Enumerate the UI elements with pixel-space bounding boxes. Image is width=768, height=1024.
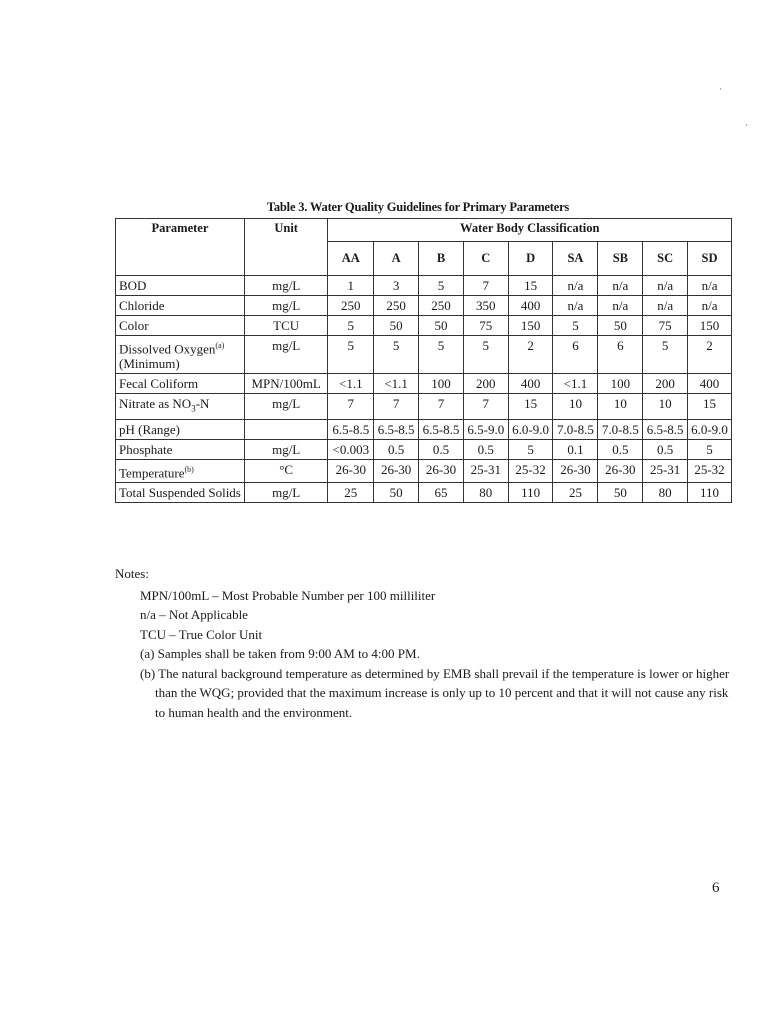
parameter-cell bbox=[116, 316, 245, 336]
value-cell: 25-31 bbox=[643, 459, 688, 482]
value-cell: 80 bbox=[463, 483, 508, 503]
table-row bbox=[116, 276, 732, 296]
parameter-name: Dissolved Oxygen bbox=[119, 341, 216, 357]
value-cell: 5 bbox=[419, 336, 464, 374]
value-cell: 25 bbox=[553, 483, 598, 503]
value-cell: 0.1 bbox=[553, 439, 598, 459]
table-row bbox=[116, 296, 732, 316]
value-cell: 26-30 bbox=[328, 459, 374, 482]
value-cell: 75 bbox=[643, 316, 688, 336]
value-cell: 15 bbox=[688, 394, 732, 420]
value-cell: 50 bbox=[374, 316, 419, 336]
value-cell: 6.5-8.5 bbox=[643, 419, 688, 439]
value-cell: 2 bbox=[688, 336, 732, 374]
parameter-cell bbox=[116, 296, 245, 316]
value-cell: 6.0-9.0 bbox=[688, 419, 732, 439]
value-cell: 10 bbox=[643, 394, 688, 420]
parameter-name: BOD bbox=[119, 278, 147, 293]
value-cell: 25-32 bbox=[508, 459, 553, 482]
parameter-footnote-marker: (a) bbox=[215, 341, 225, 350]
value-cell: 6.5-9.0 bbox=[463, 419, 508, 439]
value-cell: 6.5-8.5 bbox=[374, 419, 419, 439]
parameter-cell bbox=[116, 483, 245, 503]
value-cell: n/a bbox=[598, 296, 643, 316]
parameter-name: Nitrate as NO bbox=[119, 396, 192, 412]
parameter-suffix: -N bbox=[195, 396, 210, 412]
parameter-qualifier: (Minimum) bbox=[119, 356, 180, 372]
value-cell: 400 bbox=[688, 374, 732, 394]
value-cell: 100 bbox=[419, 374, 464, 394]
value-cell: 110 bbox=[508, 483, 553, 503]
value-cell: 5 bbox=[328, 316, 374, 336]
value-cell: 50 bbox=[419, 316, 464, 336]
value-cell: n/a bbox=[643, 276, 688, 296]
table-row bbox=[116, 394, 732, 420]
value-cell: 400 bbox=[508, 374, 553, 394]
scan-speck: · bbox=[745, 120, 748, 130]
value-cell: 1 bbox=[328, 276, 374, 296]
value-cell: 15 bbox=[508, 276, 553, 296]
unit-cell: °C bbox=[244, 459, 328, 482]
unit-cell: TCU bbox=[244, 316, 328, 336]
value-cell: 0.5 bbox=[643, 439, 688, 459]
unit-cell: mg/L bbox=[244, 394, 328, 420]
note-item: MPN/100mL – Most Probable Number per 100 milliliter bbox=[140, 587, 436, 603]
value-cell: 5 bbox=[688, 439, 732, 459]
note-item: (b) The natural background temperature as determined by EMB shall prevail if the temperature is lower or higher than the WQG; provided that the maximum increase is only up to 10 percent and that it will not cause any risk to human health and the environment. bbox=[140, 665, 730, 720]
table-row bbox=[116, 459, 732, 482]
table-row bbox=[116, 439, 732, 459]
header-class: SA bbox=[553, 242, 598, 276]
value-cell: 0.5 bbox=[598, 439, 643, 459]
unit-cell: mg/L bbox=[244, 336, 328, 374]
value-cell: n/a bbox=[598, 276, 643, 296]
header-parameter: Parameter bbox=[116, 219, 245, 276]
parameter-cell bbox=[116, 459, 245, 482]
value-cell: 7 bbox=[419, 394, 464, 420]
unit-cell: mg/L bbox=[244, 439, 328, 459]
value-cell: 110 bbox=[688, 483, 732, 503]
value-cell: 25 bbox=[328, 483, 374, 503]
value-cell: 25-32 bbox=[688, 459, 732, 482]
value-cell: 25-31 bbox=[463, 459, 508, 482]
value-cell: 50 bbox=[598, 483, 643, 503]
value-cell: <0.003 bbox=[328, 439, 374, 459]
value-cell: <1.1 bbox=[553, 374, 598, 394]
value-cell: 7 bbox=[328, 394, 374, 420]
table-row bbox=[116, 316, 732, 336]
table-row bbox=[116, 336, 732, 374]
value-cell: 65 bbox=[419, 483, 464, 503]
value-cell: 2 bbox=[508, 336, 553, 374]
value-cell: 10 bbox=[553, 394, 598, 420]
header-class: B bbox=[419, 242, 464, 276]
value-cell: 5 bbox=[463, 336, 508, 374]
notes-section bbox=[115, 564, 730, 722]
parameter-cell bbox=[116, 439, 245, 459]
value-cell: 200 bbox=[463, 374, 508, 394]
value-cell: 7.0-8.5 bbox=[553, 419, 598, 439]
value-cell: n/a bbox=[553, 276, 598, 296]
value-cell: 0.5 bbox=[463, 439, 508, 459]
table-row bbox=[116, 483, 732, 503]
value-cell: 7 bbox=[463, 394, 508, 420]
table-caption: Table 3. Water Quality Guidelines for Primary Parameters bbox=[266, 200, 570, 214]
value-cell: n/a bbox=[688, 296, 732, 316]
value-cell: 0.5 bbox=[419, 439, 464, 459]
table-row bbox=[116, 419, 732, 439]
value-cell: 6.0-9.0 bbox=[508, 419, 553, 439]
value-cell: n/a bbox=[643, 296, 688, 316]
unit-cell: mg/L bbox=[244, 296, 328, 316]
unit-cell bbox=[244, 419, 328, 439]
value-cell: 15 bbox=[508, 394, 553, 420]
note-item: TCU – True Color Unit bbox=[140, 626, 263, 642]
header-class: D bbox=[508, 242, 553, 276]
value-cell: 3 bbox=[374, 276, 419, 296]
parameter-cell bbox=[116, 336, 245, 374]
value-cell: 26-30 bbox=[598, 459, 643, 482]
value-cell: 6.5-8.5 bbox=[419, 419, 464, 439]
header-class: C bbox=[463, 242, 508, 276]
header-class: SB bbox=[598, 242, 643, 276]
parameter-name: Fecal Coliform bbox=[119, 376, 199, 392]
parameter-name: Temperature bbox=[119, 465, 185, 481]
note-item: (a) Samples shall be taken from 9:00 AM to 4:00 PM. bbox=[140, 646, 420, 661]
header-class: SD bbox=[688, 242, 732, 276]
value-cell: 5 bbox=[328, 336, 374, 374]
parameter-name: Phosphate bbox=[119, 441, 173, 457]
scan-speck: · bbox=[719, 84, 722, 94]
value-cell: 100 bbox=[598, 374, 643, 394]
value-cell: 6 bbox=[598, 336, 643, 374]
unit-cell: mg/L bbox=[244, 276, 328, 296]
parameter-cell bbox=[116, 419, 245, 439]
value-cell: 5 bbox=[374, 336, 419, 374]
unit-cell: MPN/100mL bbox=[244, 374, 328, 394]
parameter-name: Chloride bbox=[119, 298, 165, 313]
value-cell: 6.5-8.5 bbox=[328, 419, 374, 439]
parameter-name: pH (Range) bbox=[119, 421, 181, 437]
value-cell: n/a bbox=[553, 296, 598, 316]
value-cell: 200 bbox=[643, 374, 688, 394]
value-cell: 7.0-8.5 bbox=[598, 419, 643, 439]
value-cell: 350 bbox=[463, 296, 508, 316]
value-cell: 6 bbox=[553, 336, 598, 374]
value-cell: 5 bbox=[508, 439, 553, 459]
value-cell: 250 bbox=[374, 296, 419, 316]
unit-cell: mg/L bbox=[244, 483, 328, 503]
value-cell: 50 bbox=[374, 483, 419, 503]
note-item: n/a – Not Applicable bbox=[140, 607, 248, 622]
header-unit: Unit bbox=[244, 219, 328, 276]
value-cell: 150 bbox=[688, 316, 732, 336]
parameter-subscript: 3 bbox=[191, 403, 196, 414]
parameter-name: Color bbox=[119, 318, 149, 333]
value-cell: 7 bbox=[463, 276, 508, 296]
value-cell: 26-30 bbox=[553, 459, 598, 482]
value-cell: 250 bbox=[419, 296, 464, 316]
header-class: A bbox=[374, 242, 419, 276]
value-cell: n/a bbox=[688, 276, 732, 296]
value-cell: 7 bbox=[374, 394, 419, 420]
header-classification: Water Body Classification bbox=[328, 219, 732, 242]
value-cell: 400 bbox=[508, 296, 553, 316]
table-body bbox=[116, 276, 732, 503]
value-cell: 50 bbox=[598, 316, 643, 336]
header-class: SC bbox=[643, 242, 688, 276]
value-cell: 10 bbox=[598, 394, 643, 420]
parameter-name: Total Suspended Solids bbox=[119, 485, 241, 501]
header-class: AA bbox=[328, 242, 374, 276]
value-cell: <1.1 bbox=[374, 374, 419, 394]
parameter-cell bbox=[116, 374, 245, 394]
value-cell: 26-30 bbox=[374, 459, 419, 482]
table-row bbox=[116, 374, 732, 394]
page-number: 6 bbox=[712, 880, 720, 896]
value-cell: 5 bbox=[643, 336, 688, 374]
value-cell: 5 bbox=[419, 276, 464, 296]
parameter-footnote-marker: (b) bbox=[184, 464, 194, 474]
value-cell: <1.1 bbox=[328, 374, 374, 394]
value-cell: 250 bbox=[328, 296, 374, 316]
value-cell: 5 bbox=[553, 316, 598, 336]
value-cell: 0.5 bbox=[374, 439, 419, 459]
value-cell: 75 bbox=[463, 316, 508, 336]
water-quality-table bbox=[115, 218, 732, 503]
value-cell: 80 bbox=[643, 483, 688, 503]
value-cell: 150 bbox=[508, 316, 553, 336]
parameter-cell bbox=[116, 276, 245, 296]
value-cell: 26-30 bbox=[419, 459, 464, 482]
notes-heading: Notes: bbox=[115, 566, 149, 581]
parameter-cell bbox=[116, 394, 245, 420]
